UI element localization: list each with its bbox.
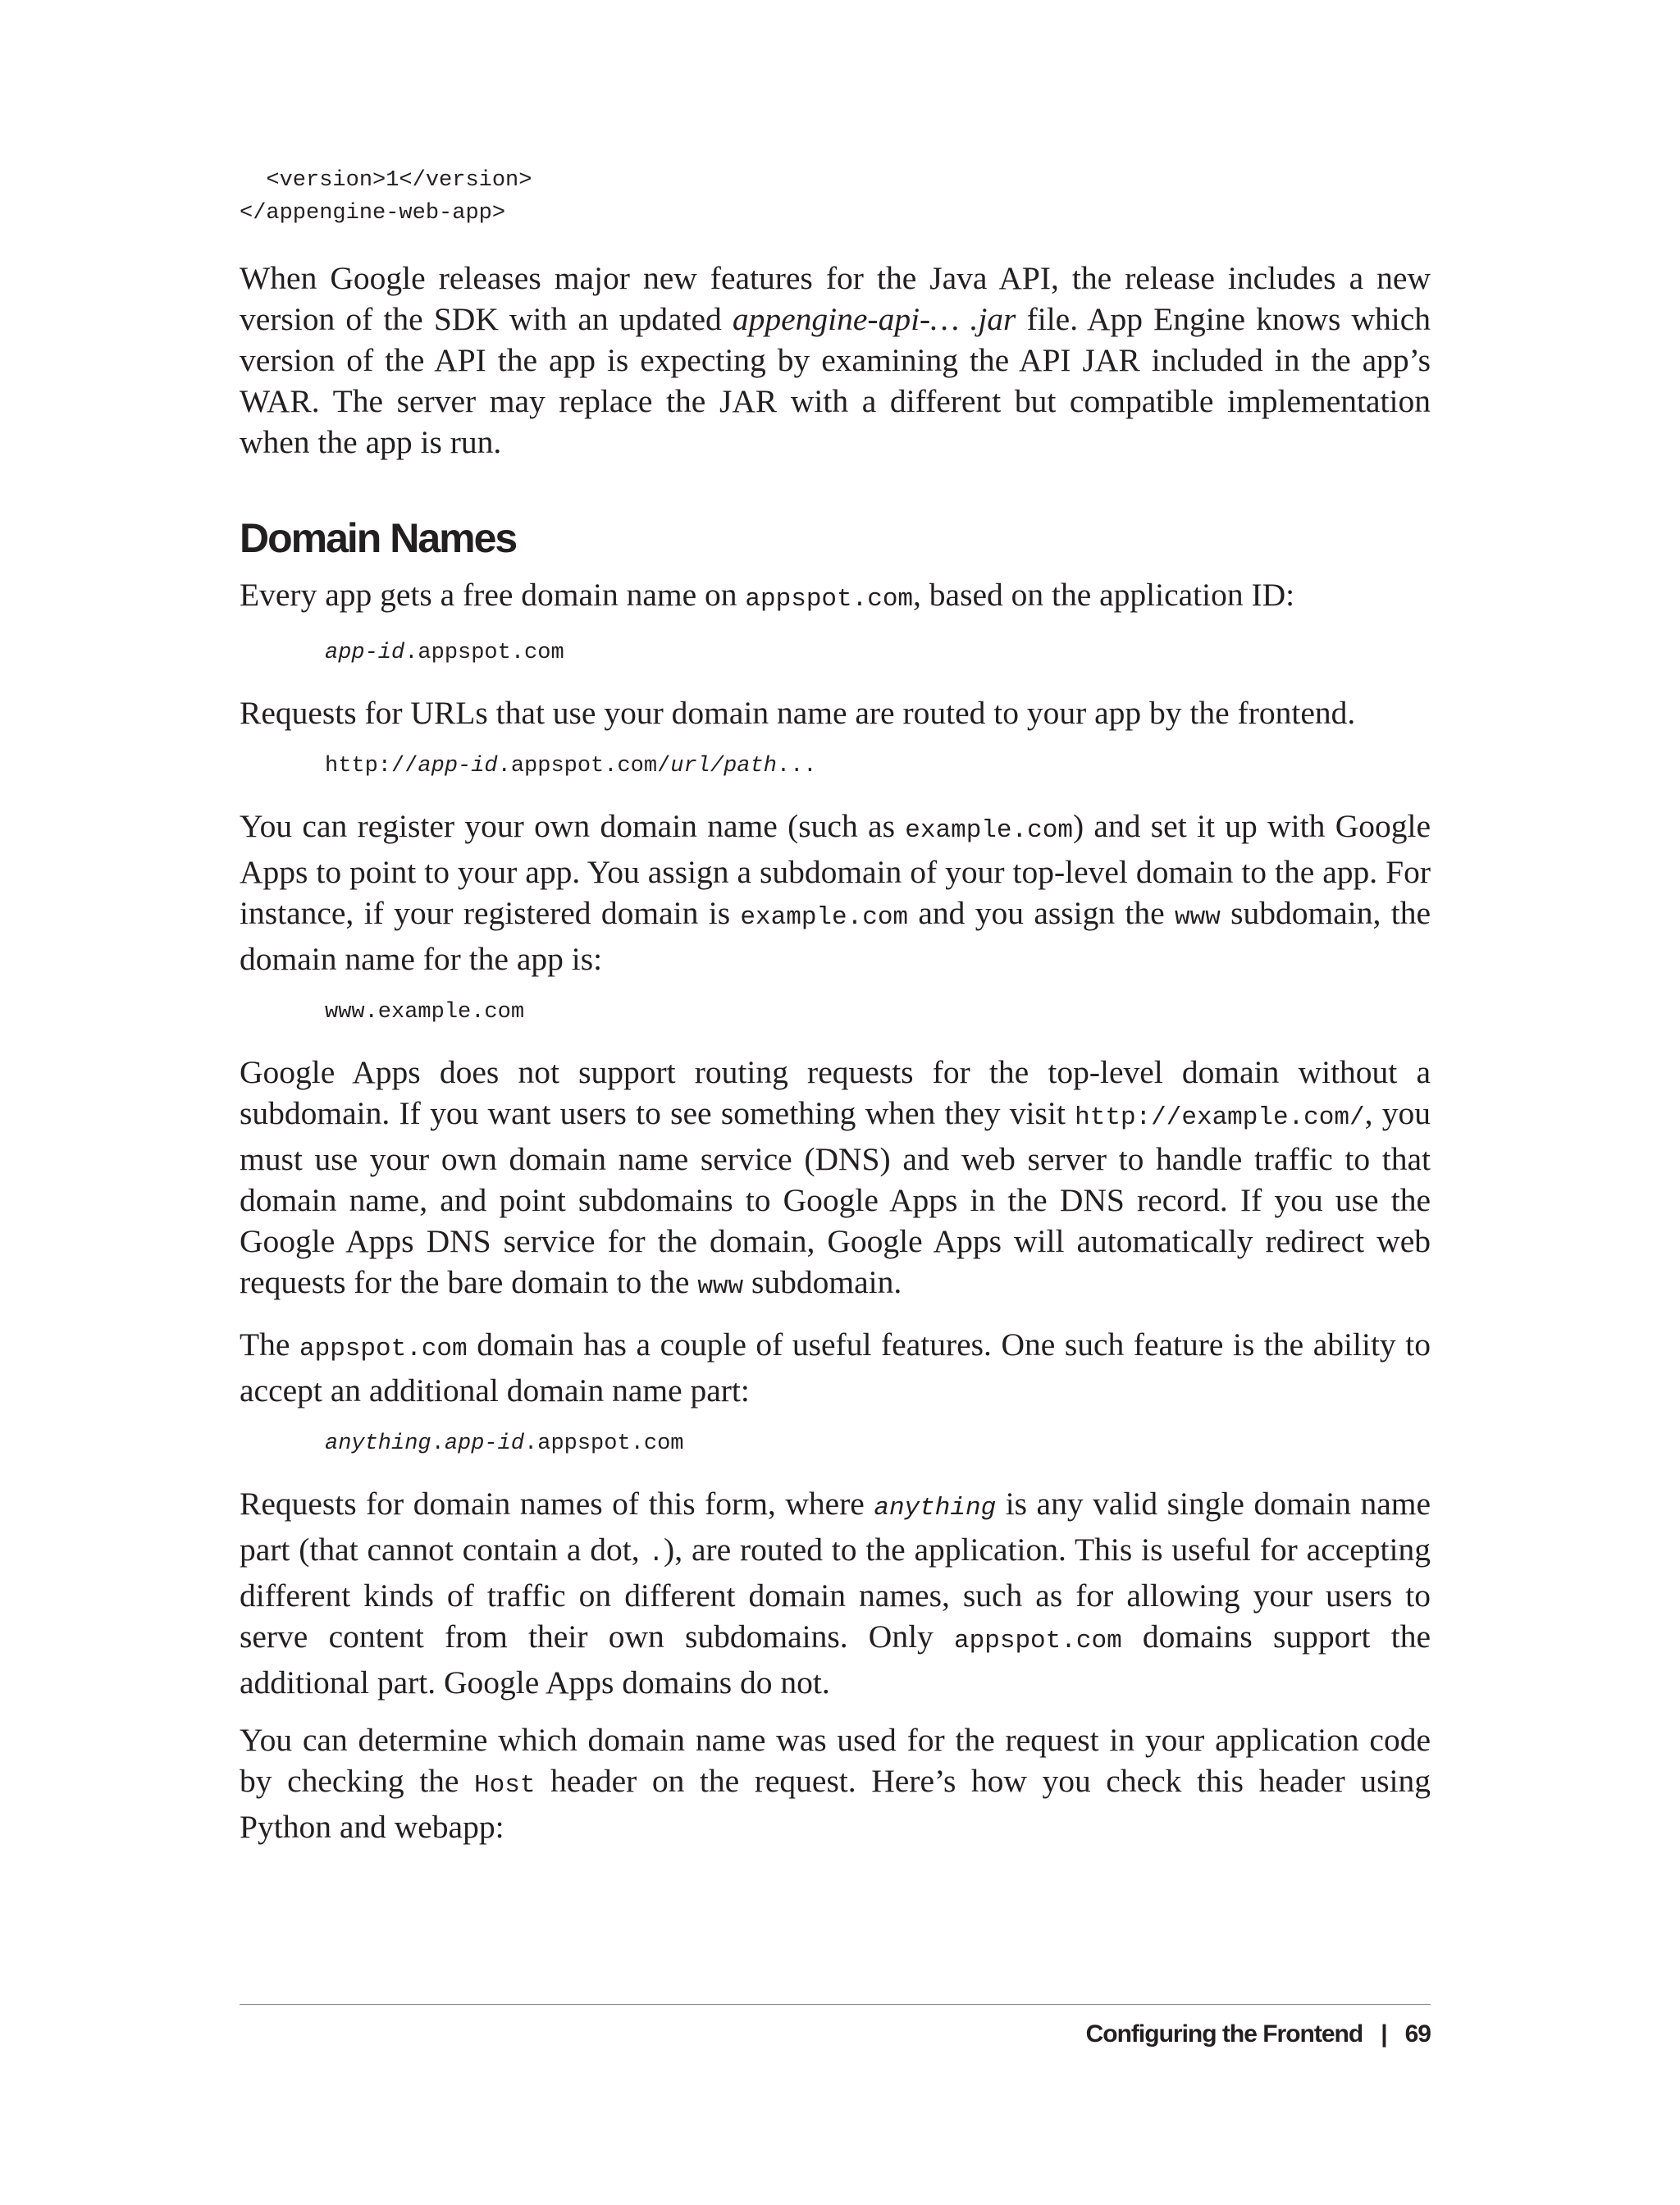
code-example-app-id xyxy=(325,637,1431,669)
inline-code: www xyxy=(1175,903,1221,932)
text-run: , based on the application ID: xyxy=(913,577,1295,613)
text-run: When Google releases major new features for the Java API, the release includes a new version of the SDK with an updated xyxy=(240,260,1431,337)
code-placeholder: app-id xyxy=(418,754,498,778)
inline-code: appspot.com xyxy=(954,1627,1122,1655)
inline-code: appspot.com xyxy=(745,585,914,614)
code-placeholder: url/path xyxy=(670,754,777,778)
paragraph-routing: Requests for URLs that use your domain name are routed to your app by the frontend. xyxy=(240,695,1356,731)
footer-divider xyxy=(240,2004,1431,2005)
text-run: ), are routed to the application. This is useful for accepting different kinds of traffic on different domain names, such as for allowing your users to serve content from their own subdomains. Only xyxy=(240,1532,1431,1655)
text-run: is any valid single domain name part (that cannot contain a dot, xyxy=(240,1486,1431,1568)
code-example-anything xyxy=(325,1427,1431,1460)
code-placeholder: app-id xyxy=(444,1431,525,1456)
paragraph-host-header xyxy=(240,1719,1431,1847)
page-number: 69 xyxy=(1404,2020,1431,2048)
inline-code: http://example.com/ xyxy=(1075,1103,1365,1132)
inline-code: example.com xyxy=(740,903,909,932)
code-text: .appspot.com xyxy=(404,641,564,665)
code-line: </appengine-web-app> xyxy=(240,201,506,226)
code-placeholder: anything xyxy=(325,1431,431,1456)
inline-code: example.com xyxy=(905,816,1073,845)
inline-code: . xyxy=(648,1540,664,1568)
code-line: <version>1</version> xyxy=(240,168,532,193)
inline-code: Host xyxy=(474,1771,536,1800)
text-run: ) and set it up with Google Apps to point to your app. You assign a subdomain of your top-level domain to the app. For instance, if your registered domain is xyxy=(240,808,1431,931)
code-text: http:// xyxy=(325,754,418,778)
text-run: header on the request. Here’s how you check this header using Python and webapp: xyxy=(240,1763,1431,1845)
jar-filename: appengine-api-… .jar xyxy=(732,301,1016,337)
paragraph-additional-part xyxy=(240,1483,1431,1703)
code-example-url xyxy=(325,750,1431,783)
code-text: ... xyxy=(776,754,817,778)
inline-code: appspot.com xyxy=(299,1335,468,1363)
text-run: You can determine which domain name was used for the request in your application code by checking the xyxy=(240,1722,1431,1799)
paragraph-top-level-domain xyxy=(240,1052,1431,1308)
footer-section-title: Configuring the Frontend xyxy=(1085,2020,1363,2048)
text-run: Every app gets a free domain name on xyxy=(240,577,746,613)
page-body xyxy=(240,164,1431,1864)
text-run: Requests for domain names of this form, where xyxy=(240,1486,874,1522)
text-run: and you assign the xyxy=(908,895,1176,931)
text-run: file. App Engine knows which version of the API the app is expecting by examining the API JAR included in the app’s WAR. The server may replace the JAR with a different but compatible implementation when the app is run. xyxy=(240,301,1431,460)
paragraph-own-domain xyxy=(240,806,1431,979)
text-run: You can register your own domain name (such as xyxy=(240,808,906,844)
inline-code-italic: anything xyxy=(874,1494,997,1522)
code-example-www: www.example.com xyxy=(325,1000,525,1025)
code-text: .appspot.com xyxy=(524,1431,684,1456)
paragraph-java-api xyxy=(240,258,1431,463)
footer-separator: | xyxy=(1381,2020,1387,2048)
code-block-xml-end xyxy=(240,164,1431,230)
paragraph-free-domain xyxy=(240,574,1431,620)
inline-code: www xyxy=(697,1272,744,1301)
text-run: The xyxy=(240,1326,299,1363)
page-footer xyxy=(1086,2016,1431,2052)
code-text: . xyxy=(431,1431,445,1456)
code-placeholder: app-id xyxy=(325,641,405,665)
text-run: subdomain. xyxy=(743,1264,902,1300)
text-run: , you must use your own domain name service (DNS) and web server to handle traffic to that domain name, and point subdomains to Google Apps in the DNS record. If you use the Google Apps DNS service for the domain, Google Apps will automatically redirect web requests for the bare domain to the xyxy=(240,1095,1431,1300)
text-run: domain has a couple of useful features. One such feature is the ability to accept an additional domain name part: xyxy=(240,1326,1431,1408)
paragraph-appspot-features xyxy=(240,1324,1431,1411)
text-run: domains support the additional part. Google Apps domains do not. xyxy=(240,1618,1431,1701)
text-run: Google Apps does not support routing requests for the top-level domain without a subdomain. If you want users to see something when they visit xyxy=(240,1054,1431,1131)
section-heading: Domain Names xyxy=(240,515,517,561)
code-text: .appspot.com/ xyxy=(497,754,671,778)
text-run: subdomain, the domain name for the app is: xyxy=(240,895,1431,977)
